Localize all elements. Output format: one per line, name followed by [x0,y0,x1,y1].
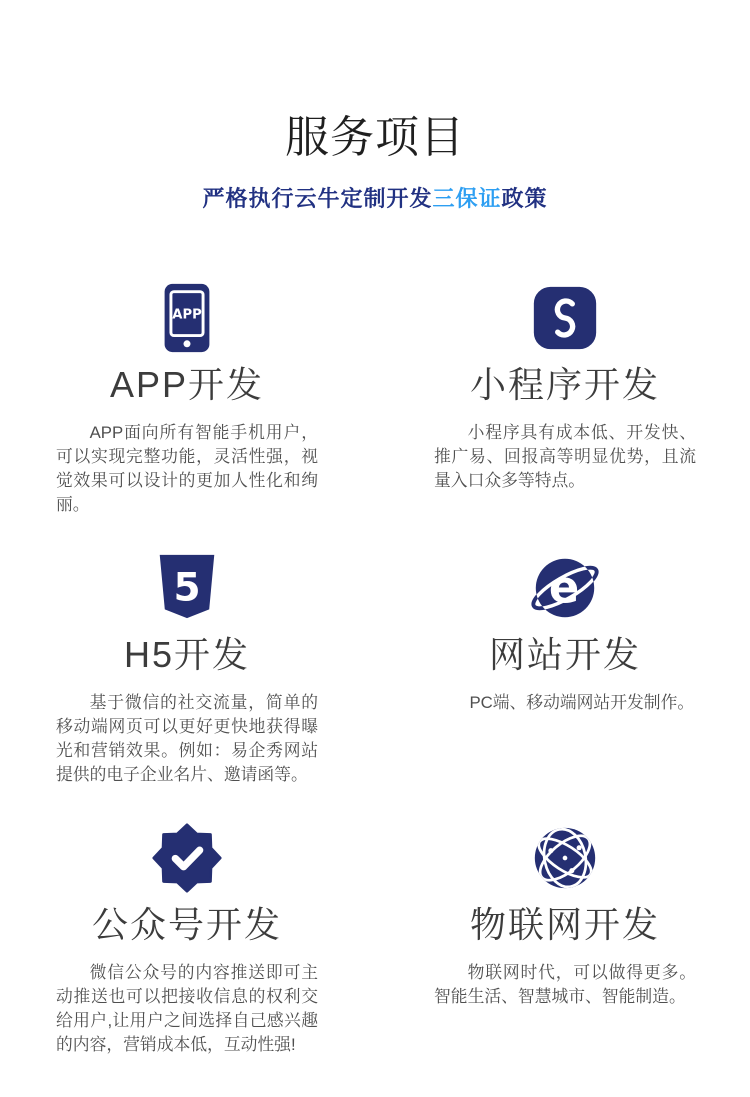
page-subtitle [0,188,750,210]
service-desc: 物联网时代，可以做得更多。智能生活、智慧城市、智能制造。 [434,963,696,1006]
service-desc: 微信公众号的内容推送即可主动推送也可以把接收信息的权利交给用户,让用户之间选择自己感兴趣的内容，营销成本低，互动性强! [56,963,318,1054]
service-card-app [56,281,318,551]
service-title: 小程序开发 [469,364,660,405]
html5-icon-label: 5 [173,565,201,611]
service-desc: 基于微信的社交流量，简单的移动端网页可以更好更快地获得曝光和营销效果。例如：易企秀网站提供的电子企业名片、邀请函等。 [56,693,318,784]
service-desc: PC端、移动端网站开发制作。 [469,693,695,712]
html5-icon [150,551,224,625]
service-card-official-account [56,821,318,1091]
service-card-mini-program [434,281,696,551]
badge-check-icon [150,821,224,895]
subtitle-suffix: 政策 [501,186,548,211]
app-phone-icon [150,281,224,355]
service-title: 公众号开发 [91,904,282,945]
ie-icon-label: e [548,560,580,614]
subtitle-highlight: 三保证 [432,186,502,211]
service-title: 网站开发 [488,634,641,675]
service-card-iot [434,821,696,1091]
service-title: APP开发 [109,364,265,405]
page-title: 服务项目 [285,113,465,162]
service-desc: APP面向所有智能手机用户，可以实现完整功能，灵活性强，视觉效果可以设计的更加人性化和绚丽。 [56,423,318,514]
iot-globe-icon [528,821,602,895]
service-card-website [434,551,696,821]
mini-program-icon [528,281,602,355]
subtitle-prefix: 严格执行云牛定制开发 [202,186,433,211]
ie-browser-icon [528,551,602,625]
service-desc: 小程序具有成本低、开发快、推广易、回报高等明显优势，且流量入口众多等特点。 [434,423,696,490]
service-card-h5 [56,551,318,821]
service-title: H5开发 [123,634,251,675]
services-grid [0,281,750,1091]
app-icon-label: APP [172,307,202,323]
service-title: 物联网开发 [469,904,660,945]
